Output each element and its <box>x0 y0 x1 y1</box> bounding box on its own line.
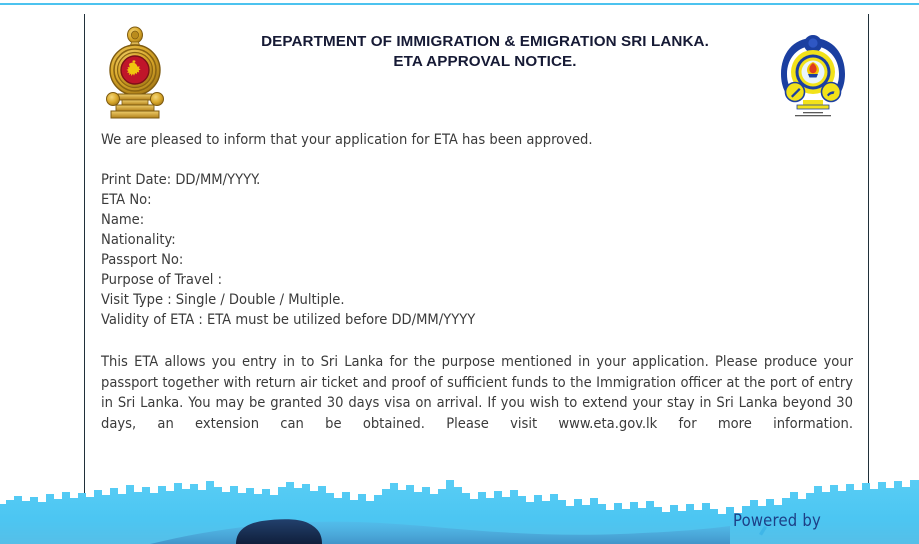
field-validity-of-eta: Validity of ETA : ETA must be utilized before DD/MM/YYYY <box>101 311 476 328</box>
field-visit-type: Visit Type : Single / Double / Multiple. <box>101 291 345 308</box>
field-name: Name: <box>101 211 145 228</box>
field-passport-no: Passport No: <box>101 251 184 268</box>
field-purpose-of-travel: Purpose of Travel : <box>101 271 223 288</box>
footer-wave-decoration <box>0 474 919 544</box>
sri-lanka-national-emblem-icon <box>102 26 168 122</box>
eta-details-field-list <box>101 170 855 330</box>
field-print-date: Print Date: DD/MM/YYYY. <box>101 171 261 188</box>
eta-conditions-paragraph: This ETA allows you entry in to Sri Lanka for the purpose mentioned in your application. Please produce your passport together with return air ticket and proof of sufficient funds to the Immigration officer at the port of entry in Sri Lanka. You may be granted 30 days visa on arrival. If you wish to extend your stay in Sri Lanka beyond 30 days, an extension can be obtained. Please visit www.eta.gov.lk for more information. <box>101 353 853 432</box>
department-of-immigration-emigration-logo-icon <box>775 30 851 118</box>
document-title-line-1: DEPARTMENT OF IMMIGRATION & EMIGRATION SRI LANKA. <box>261 33 709 50</box>
top-accent-rule <box>0 3 919 5</box>
document-header <box>85 14 868 126</box>
document-title-line-2: ETA APPROVAL NOTICE. <box>393 53 577 70</box>
title-block <box>205 32 765 72</box>
field-nationality: Nationality: <box>101 231 176 248</box>
approval-intro-text: We are pleased to inform that your application for ETA has been approved. <box>101 131 593 148</box>
powered-by-label: Powered by <box>733 511 821 530</box>
field-eta-no: ETA No: <box>101 191 152 208</box>
document-frame-right-border <box>868 14 869 500</box>
document-body <box>101 130 855 455</box>
